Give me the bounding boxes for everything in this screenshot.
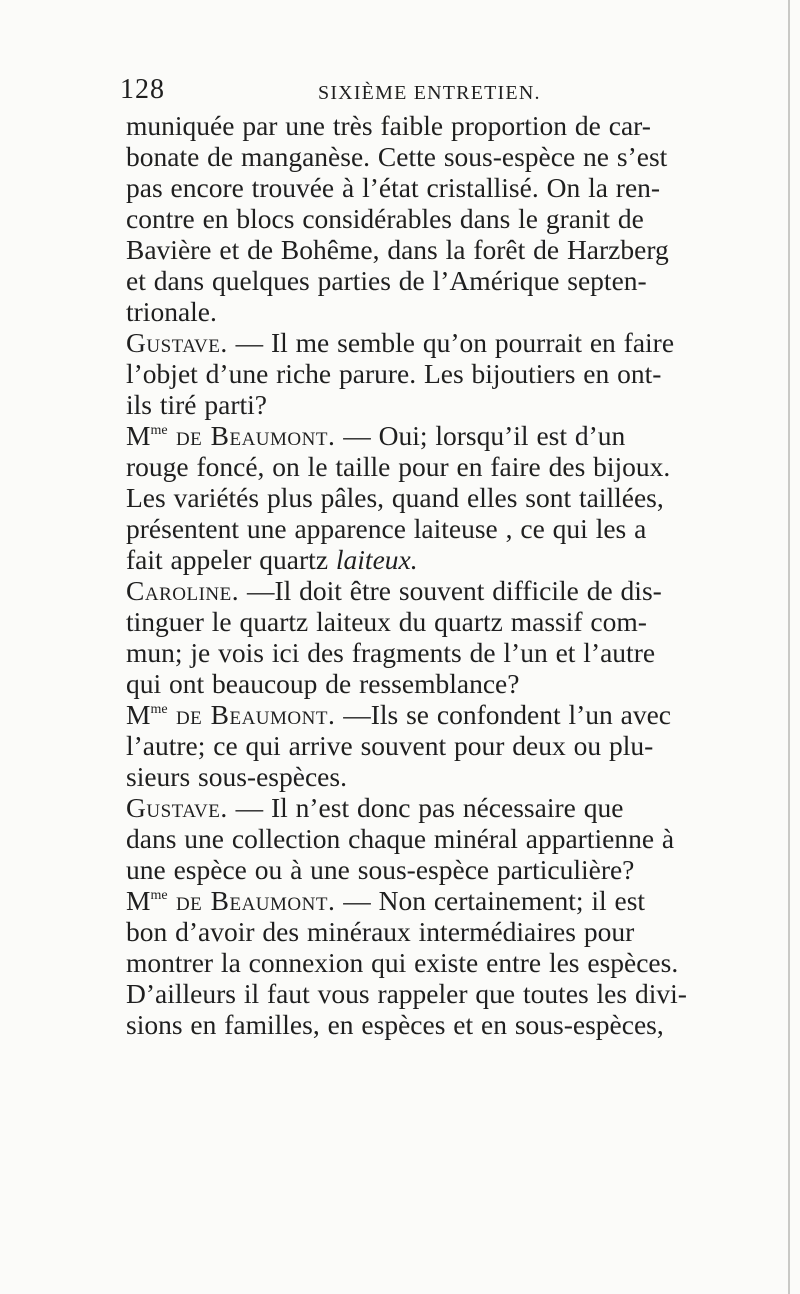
line-text: et dans quelques parties de l’Amérique septen- [126,265,647,296]
line-text: —Ils se confondent l’un avec [335,699,672,730]
line-text: qui ont beaucoup de ressemblance? [126,668,520,699]
text-line [126,606,678,637]
line-text: Bavière et de Bohême, dans la forêt de Harzberg [126,234,669,265]
speaker-title: M [126,420,151,451]
text-line [126,110,678,141]
text-line [126,141,678,172]
speaker-name: Gustave. [126,327,228,358]
body-text [126,110,687,1040]
line-text: une espèce ou à une sous-espèce particulière? [126,854,635,885]
text-line [126,916,678,947]
speaker-title-superscript: me [150,888,168,903]
line-text: pas encore trouvée à l’état cristallisé. On la ren- [126,172,661,203]
speaker-title-superscript: me [150,702,168,717]
text-line [126,265,678,296]
line-text: contre en blocs considérables dans le granit de [126,203,644,234]
dialogue-line [126,327,678,358]
page-number: 128 [120,74,165,105]
speaker-title-superscript: me [150,423,168,438]
line-text: — Oui; lorsqu’il est d’un [335,420,626,451]
text-line [126,482,678,513]
line-text: montrer la connexion qui existe entre les espèces. [126,947,679,978]
text-line [126,358,678,389]
text-line [126,234,678,265]
line-text: Les variétés plus pâles, quand elles sont taillées, [126,482,664,513]
speaker-title: M [126,885,151,916]
text-line [126,761,678,792]
speaker-name: de Beaumont. [167,699,336,730]
line-text: — Il me semble qu’on pourrait en faire [227,327,675,358]
text-line [126,823,678,854]
line-text: mun; je vois ici des fragments de l’un et l’autre [126,637,656,668]
line-text: tinguer le quartz laiteux du quartz massif com- [126,606,647,637]
text-line [126,172,678,203]
speaker-title: M [126,699,151,730]
speaker-name: de Beaumont. [167,420,336,451]
text-line [126,668,678,699]
speaker-name: Caroline. [126,575,240,606]
text-line [126,389,678,420]
line-text: trionale. [126,296,217,327]
line-text: sieurs sous-espèces. [126,761,347,792]
speaker-name: de Beaumont. [167,885,336,916]
line-text: l’objet d’une riche parure. Les bijoutiers en ont- [126,358,662,389]
line-text: — Non certainement; il est [335,885,646,916]
dialogue-line [126,792,678,823]
line-text: —Il doit être souvent difficile de dis- [239,575,662,606]
line-text: dans une collection chaque minéral appartienne à [126,823,675,854]
text-line [126,203,678,234]
line-text: D’ailleurs il faut vous rappeler que toutes les divi- [126,978,687,1009]
line-text: présentent une apparence laiteuse , ce qui les a [126,513,647,544]
dialogue-line [126,420,678,451]
text-line [126,451,678,482]
text-line [126,854,678,885]
line-text: ils tiré parti? [126,389,267,420]
text-line [126,1009,678,1040]
line-text: sions en familles, en espèces et en sous-espèces, [126,1009,664,1040]
text-line [126,637,678,668]
text-line [126,513,678,544]
text-line [126,978,687,1009]
line-text: bonate de manganèse. Cette sous-espèce ne s’est [126,141,668,172]
dialogue-line [126,885,678,916]
italic-term: laiteux. [335,544,418,575]
dialogue-line [126,699,678,730]
line-text: — Il n’est donc pas nécessaire que [227,792,624,823]
line-text: muniquée par une très faible proportion de car- [126,110,651,141]
text-line [126,730,678,761]
running-head: SIXIÈME ENTRETIEN. [318,82,541,104]
line-text: rouge foncé, on le taille pour en faire des bijoux. [126,451,671,482]
text-line [126,544,678,575]
speaker-name: Gustave. [126,792,228,823]
line-text: l’autre; ce qui arrive souvent pour deux ou plu- [126,730,654,761]
line-text: bon d’avoir des minéraux intermédiaires pour [126,916,635,947]
page-edge-line [788,0,790,1294]
text-line [126,947,678,978]
dialogue-line [126,575,678,606]
text-line [126,296,678,327]
line-text: fait appeler quartz [126,544,336,575]
page-header [120,74,680,110]
